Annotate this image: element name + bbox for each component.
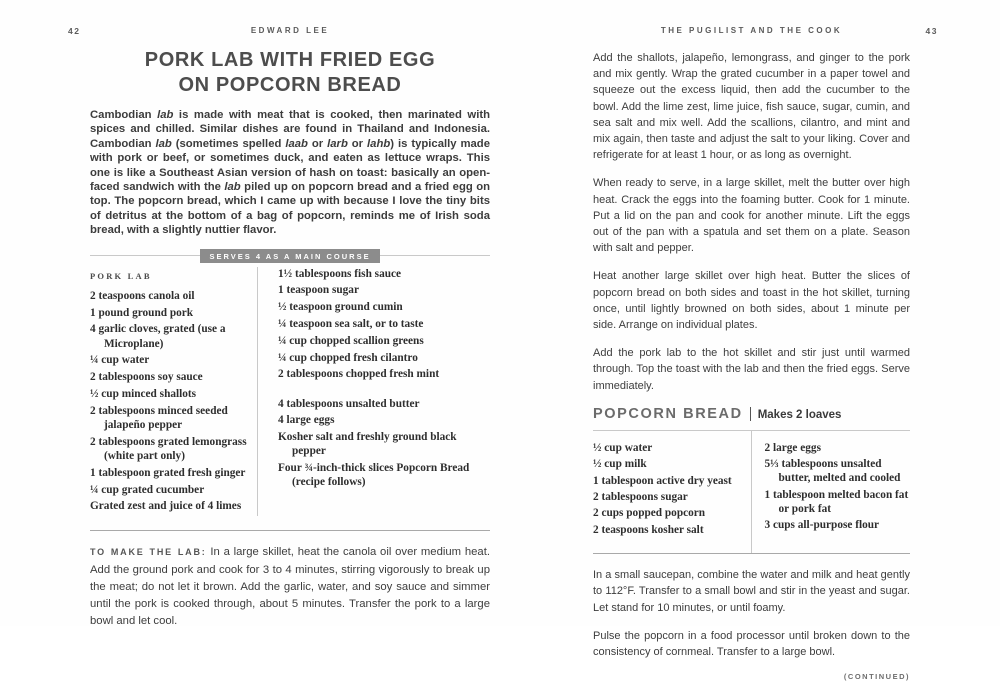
ingredient-item: 2 tablespoons grated lemongrass (white part only) <box>90 435 247 463</box>
ingredient-item: 2 tablespoons soy sauce <box>90 371 203 384</box>
method-paragraph: In a small saucepan, combine the water and milk and heat gently to 112°F. Transfer to a small bowl and stir in the yeast and sugar. Let stand for 10 minutes, or until foamy. <box>593 569 910 614</box>
ingredient-list-2a <box>278 267 490 382</box>
recipe-title <box>90 48 490 98</box>
ingredient-item: ¼ cup grated cucumber <box>90 483 205 496</box>
method-step-label: TO MAKE THE LAB: <box>90 547 207 558</box>
method-paragraph <box>90 544 490 630</box>
ingredient-item: 4 tablespoons unsalted butter <box>278 397 420 410</box>
italic-text: lahb <box>367 137 391 150</box>
ingredient-item: Grated zest and juice of 4 limes <box>90 500 242 513</box>
ingredient-item: ¼ cup chopped fresh cilantro <box>278 351 418 364</box>
method-paragraph: When ready to serve, in a large skillet, melt the butter over high heat. Crack the eggs into the foaming butter. Cook for 1 minute. Put a lid on the pan and cook for another minute. Lift the eggs out of the pan with a spatula and set them on a plate. Season with salt and pepper. <box>593 177 910 255</box>
italic-text: lab <box>224 181 241 194</box>
ingredient-item: 4 garlic cloves, grated (use a Microplane) <box>90 323 226 350</box>
text: Cambodian <box>90 109 158 121</box>
ingredient-item: 1 tablespoon active dry yeast <box>593 474 732 487</box>
ingredient-list-1 <box>90 289 247 514</box>
ingredient-item: ½ cup water <box>593 441 653 454</box>
bread-ingredients-right <box>752 441 911 539</box>
method-paragraph: Pulse the popcorn in a food processor until broken down to the consistency of cornmeal. Transfer to a large bowl. <box>593 629 910 659</box>
ingredients-section-label: PORK LAB <box>90 270 152 281</box>
italic-text: laab <box>285 137 308 150</box>
italic-text: larb <box>327 137 348 150</box>
ingredient-item: 2 teaspoons kosher salt <box>593 523 704 536</box>
text: piled up on popcorn bread and a fried egg on top. The popcorn bread, which I came up with because I love the tiny bits of detritus at the bottom of a bag of popcorn, reminds me of Irish soda bread, with a slightly nuttier flavor. <box>90 181 491 237</box>
ingredient-item: Kosher salt and freshly ground black pepper <box>278 431 457 458</box>
text: is made with meat that is cooked, then marinated with spices and chilled. Similar dishes are found in Thailand and Indonesia. Cambodian <box>90 109 490 150</box>
ingredient-item: 1 teaspoon sugar <box>278 284 359 297</box>
right-running-head: THE PUGILIST AND THE COOK <box>660 26 843 35</box>
ingredient-list-2b <box>278 397 490 490</box>
ingredients-table <box>90 267 490 532</box>
serves-badge: SERVES 4 AS A MAIN COURSE <box>200 249 379 263</box>
ingredient-item: 2 tablespoons sugar <box>593 491 688 504</box>
method-paragraph: Add the pork lab to the hot skillet and stir just until warmed through. Top the toast with the lab and then the fried eggs. Serve immediately. <box>593 347 910 392</box>
ingredient-item: 1½ tablespoons fish sauce <box>278 267 402 280</box>
bread-ingredients-left <box>593 441 751 539</box>
ingredient-item: 1 pound ground pork <box>90 306 194 319</box>
sub-recipe-title: POPCORN BREAD <box>593 405 743 422</box>
left-page-number: 42 <box>68 26 81 36</box>
text: or <box>307 137 328 150</box>
ingredients-column-left <box>90 267 257 517</box>
ingredient-item: ¼ cup chopped scallion greens <box>278 334 424 347</box>
right-page-number: 43 <box>925 26 938 36</box>
method-paragraph: Heat another large skillet over high heat. Butter the slices of popcorn bread on both sides and toast in the hot skillet, turning once, until lightly browned on both sides, about 1 minute per side. Arrange on individual plates. <box>593 270 910 332</box>
method-step-text: In a large skillet, heat the canola oil over medium heat. Add the ground pork and cook for 3 to 4 minutes, stirring vigorously to break up the meat; do not let it brown. Add the garlic, water, and soy sauce and simmer until the pork is cooked through, about 5 minutes. Transfer the pork to a large bowl and let cool. <box>90 546 490 628</box>
method-paragraphs-bottom <box>593 567 910 660</box>
ingredient-item: 3 cups all-purpose flour <box>764 519 880 532</box>
text: (sometimes spelled <box>171 137 286 150</box>
serves-rule <box>90 249 490 263</box>
left-page <box>90 48 490 631</box>
left-running-head: EDWARD LEE <box>250 26 330 35</box>
ingredient-item: ½ teaspoon ground cumin <box>278 301 403 314</box>
heading-divider-bar <box>750 407 751 421</box>
sub-recipe-yield: Makes 2 loaves <box>757 408 842 421</box>
ingredient-item: 5⅓ tablespoons unsalted butter, melted and cooled <box>764 458 901 485</box>
ingredient-item: ½ cup milk <box>593 458 647 471</box>
ingredient-item: 1 tablespoon melted bacon fat or pork fat <box>764 488 909 516</box>
method-paragraph: Add the shallots, jalapeño, lemongrass, and ginger to the pork and mix gently. Wrap the grated cucumber in a paper towel and squeeze out the excess liquid, then add the cucumber to the bowl. Add the lime zest, lime juice, fish sauce, sugar, cumin, and sea salt and mix well. Add the scallions, cilantro, and mint and mix again, then taste and adjust the salt to your liking. Cover and refrigerate for at least 1 hour, or as long as overnight. <box>593 52 910 162</box>
ingredient-item: ½ cup minced shallots <box>90 388 197 401</box>
recipe-intro-paragraph <box>90 108 490 238</box>
text: ) is typically made with pork or beef, or sometimes duck, and eaten as lettuce wraps. This one is like a Southeast Asian version of hash on toast: basically an open-faced sandwich with the <box>90 137 490 194</box>
ingredients-column-right <box>258 267 490 517</box>
italic-text: lab <box>155 137 172 150</box>
method-paragraphs-top <box>593 50 910 394</box>
ingredient-item: 4 large eggs <box>278 414 335 427</box>
ingredient-item: 2 tablespoons minced seeded jalapeño pepper <box>90 404 228 432</box>
ingredient-item: 2 cups popped popcorn <box>593 507 706 520</box>
ingredient-item: ¼ teaspoon sea salt, or to taste <box>278 318 424 331</box>
ingredient-item: 2 tablespoons chopped fresh mint <box>278 368 440 381</box>
right-page <box>593 50 910 681</box>
ingredient-item: 2 large eggs <box>764 441 821 454</box>
ingredient-item: Four ¾-inch-thick slices Popcorn Bread (recipe follows) <box>278 462 470 489</box>
continued-marker: (CONTINUED) <box>843 672 910 681</box>
ingredient-item: 2 teaspoons canola oil <box>90 289 195 302</box>
bread-ingredients-table <box>593 430 910 554</box>
ingredient-item: 1 tablespoon grated fresh ginger <box>90 466 246 479</box>
recipe-title-line1: PORK LAB WITH FRIED EGG <box>144 49 436 71</box>
text: or <box>347 137 368 150</box>
italic-text: lab <box>157 109 174 121</box>
recipe-title-line2: ON POPCORN BREAD <box>178 74 402 96</box>
ingredient-item: ¼ cup water <box>90 354 150 367</box>
sub-recipe-heading <box>593 406 910 422</box>
